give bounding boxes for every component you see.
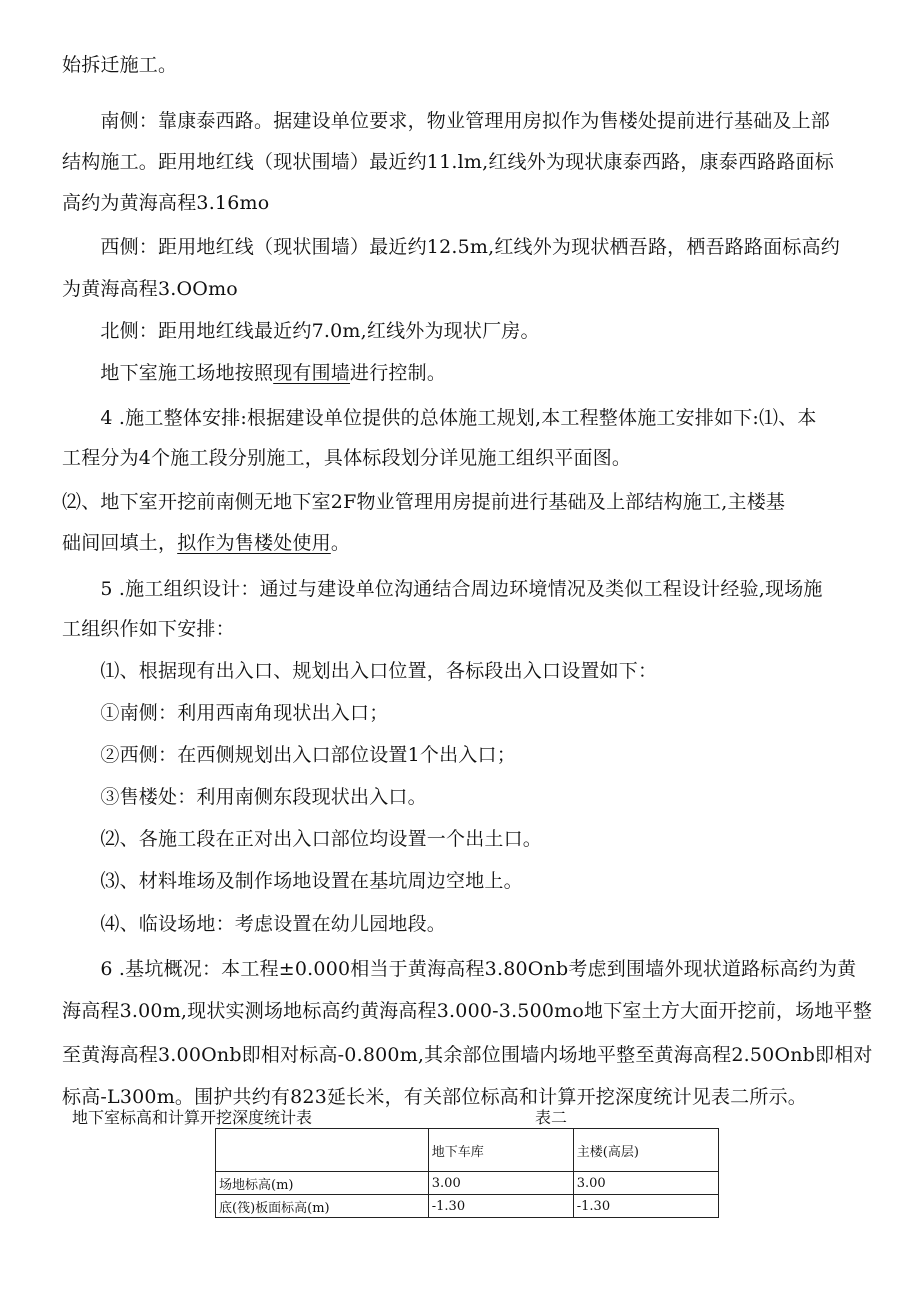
- underlined-text: 拟作为售楼处使用: [177, 532, 331, 554]
- list-item: ③售楼处：利用南侧东段现状出入口。: [62, 786, 427, 808]
- list-item: ⑶、材料堆场及制作场地设置在基坑周边空地上。: [62, 870, 523, 892]
- table-row: [216, 1195, 719, 1218]
- paragraph-line: 西侧：距用地红线（现状围墙）最近约12.5m,红线外为现状栖吾路，栖吾路路面标高约: [62, 236, 840, 258]
- paragraph-line: 海高程3.00m,现状实测场地标高约黄海高程3.000-3.500mo地下室土方大面开挖前，场地平整: [62, 1000, 873, 1022]
- list-item: ①南侧：利用西南角现状出入口；: [62, 702, 389, 724]
- paragraph-line: 工程分为4个施工段分别施工，具体标段划分详见施工组织平面图。: [62, 447, 632, 469]
- paragraph-line: 南侧：靠康泰西路。据建设单位要求，物业管理用房拟作为售楼处提前进行基础及上部: [62, 110, 831, 132]
- section-heading-5: 5 .施工组织设计：通过与建设单位沟通结合周边环境情况及类似工程设计经验,现场施: [62, 578, 823, 600]
- list-item: ②西侧：在西侧规划出入口部位设置1个出入口；: [62, 744, 516, 766]
- elevation-depth-table: [215, 1128, 719, 1218]
- table-cell: 底(筏)板面标高(m): [216, 1195, 429, 1218]
- section-heading-4: 4 .施工整体安排:根据建设单位提供的总体施工规划,本工程整体施工安排如下:⑴、本: [62, 407, 817, 429]
- list-item: ⑷、临设场地：考虑设置在幼儿园地段。: [62, 913, 447, 935]
- table-caption: 地下室标高和计算开挖深度统计表: [72, 1108, 313, 1127]
- paragraph-line: 始拆迁施工。: [62, 54, 178, 76]
- table-cell: -1.30: [428, 1195, 573, 1218]
- table-cell: 3.00: [573, 1172, 718, 1195]
- paragraph-line: 北侧：距用地红线最近约7.0m,红线外为现状厂房。: [62, 320, 540, 342]
- table-number: 表二: [535, 1108, 568, 1127]
- paragraph-line: [62, 352, 920, 394]
- table-cell: 3.00: [428, 1172, 573, 1195]
- table-cell: 场地标高(m): [216, 1172, 429, 1195]
- text-run: 地下室施工场地按照: [62, 362, 274, 384]
- table-cell: -1.30: [573, 1195, 718, 1218]
- paragraph-line: 至黄海高程3.00Onb即相对标高-0.800m,其余部位围墙内场地平整至黄海高程2.50Onb即相对: [62, 1044, 873, 1066]
- text-run: 础间回填土，: [62, 532, 178, 554]
- paragraph-line: 标高-L300m。围护共约有823延长米，有关部位标高和计算开挖深度统计见表二所示。: [62, 1086, 807, 1108]
- table-header-row: [216, 1129, 719, 1172]
- paragraph-line: ⑵、地下室开挖前南侧无地下室2F物业管理用房提前进行基础及上部结构施工,主楼基: [62, 491, 786, 513]
- table-header-cell: 主楼(高层): [573, 1129, 718, 1172]
- paragraph-line: 工组织作如下安排：: [62, 618, 235, 640]
- text-run: 。: [330, 532, 351, 554]
- text-run: 进行控制。: [350, 362, 447, 384]
- paragraph-line: 为黄海高程3.OOmo: [62, 278, 238, 300]
- section-heading-6: 6 .基坑概况：本工程±0.000相当于黄海高程3.80Onb考虑到围墙外现状道路标高约为黄: [62, 958, 857, 980]
- table-header-cell: [216, 1129, 429, 1172]
- underlined-text: 现有围墙: [273, 362, 351, 384]
- paragraph-line: 高约为黄海高程3.16mo: [62, 192, 270, 214]
- list-item: ⑵、各施工段在正对出入口部位均设置一个出土口。: [62, 828, 543, 850]
- table-row: [216, 1172, 719, 1195]
- paragraph-line: [62, 522, 920, 564]
- paragraph-line: 结构施工。距用地红线（现状围墙）最近约11.lm,红线外为现状康泰西路，康泰西路路面标: [62, 151, 834, 173]
- list-item: ⑴、根据现有出入口、规划出入口位置，各标段出入口设置如下：: [62, 660, 658, 682]
- table-header-cell: 地下车库: [428, 1129, 573, 1172]
